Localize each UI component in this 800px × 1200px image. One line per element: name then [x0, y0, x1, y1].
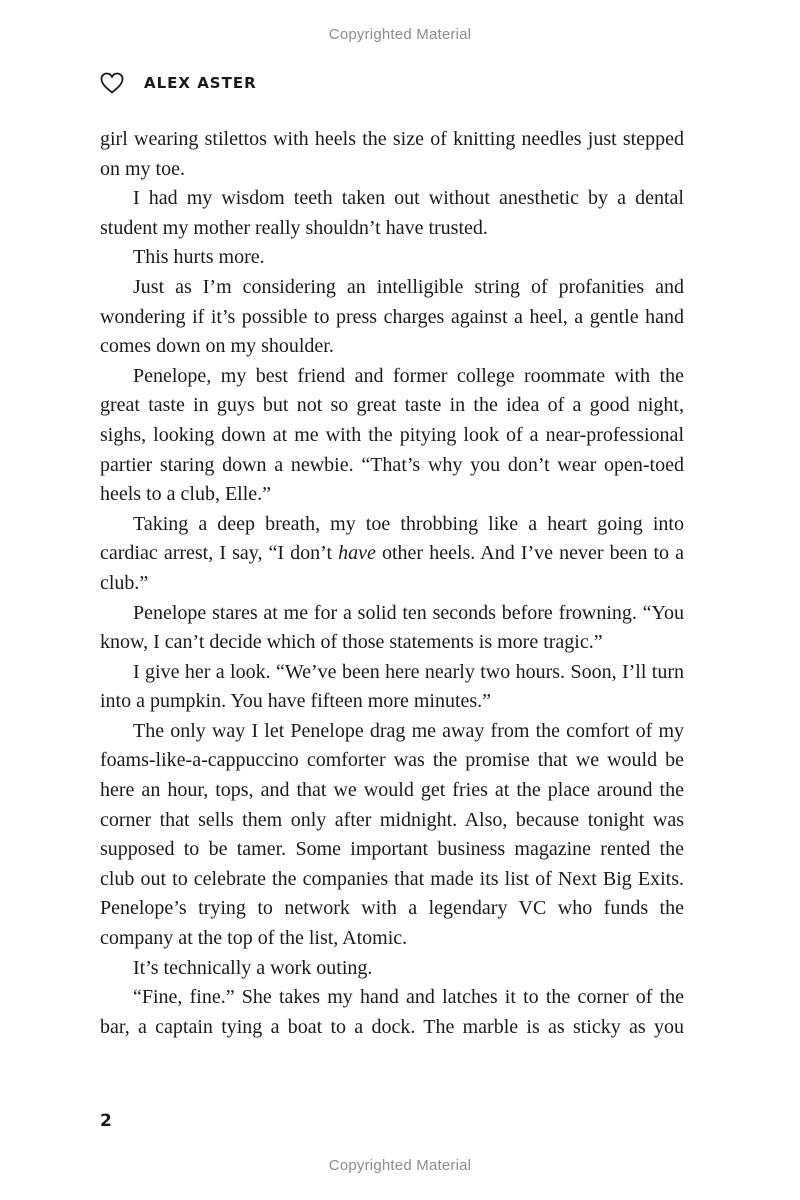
- running-head-author: ALEX ASTER: [144, 74, 257, 92]
- page-number: 2: [100, 1111, 112, 1131]
- heart-outline-icon: [100, 72, 124, 94]
- paragraph: The only way I let Penelope drag me away from the comfort of my foams-like-a-cappuccino comforter was the promise that we would be here an hour, tops, and that we would get fries at the place around the corner that sells them only after midnight. Also, because tonight was supposed to be tamer. Some important business magazine rented the club out to celebrate the companies that made its list of Next Big Exits. Penelope’s trying to network with a legendary VC who funds the company at the top of the list, Atomic.: [100, 719, 684, 950]
- copyright-watermark-bottom: Copyrighted Material: [328, 1157, 472, 1174]
- paragraph: I had my wisdom teeth taken out without anesthetic by a dental student my mother really shouldn’t have trusted.: [100, 187, 684, 239]
- body-text: [100, 125, 684, 1042]
- paragraph: Penelope stares at me for a solid ten seconds before frowning. “You know, I can’t decide which of those statements is more tragic.”: [100, 601, 684, 654]
- paragraph: Just as I’m considering an intelligible string of profanities and wondering if it’s possible to press charges against a heel, a gentle hand comes down on my shoulder.: [100, 275, 684, 358]
- paragraph: “Fine, fine.” She takes my hand and latches it to the corner of the bar, a captain tying a boat to a dock. The marble is as sticky as you: [100, 986, 684, 1038]
- paragraph: I give her a look. “We’ve been here nearly two hours. Soon, I’ll turn into a pumpkin. You have fifteen more minutes.”: [100, 660, 684, 713]
- paragraph-text: other heels. And I’ve never been to a club.”: [100, 542, 685, 594]
- copyright-watermark-top: Copyrighted Material: [328, 26, 472, 43]
- paragraph-text: Taking a deep breath, my toe throbbing like a heart going into cardiac arrest, I say, “I don’t: [100, 512, 684, 565]
- paragraph: It’s technically a work outing.: [133, 956, 373, 979]
- paragraph: This hurts more.: [133, 246, 265, 269]
- emphasized-word: have: [338, 542, 376, 565]
- paragraph: girl wearing stilettos with heels the size of knitting needles just stepped on my toe.: [100, 128, 684, 180]
- running-head: [100, 70, 257, 96]
- paragraph: [100, 510, 684, 599]
- paragraph: Penelope, my best friend and former college roommate with the great taste in guys but not so great taste in the idea of a good night, sighs, looking down at me with the pitying look of a near-professional partier staring down a newbie. “That’s why you don’t wear open-toed heels to a club, Elle.”: [100, 364, 684, 506]
